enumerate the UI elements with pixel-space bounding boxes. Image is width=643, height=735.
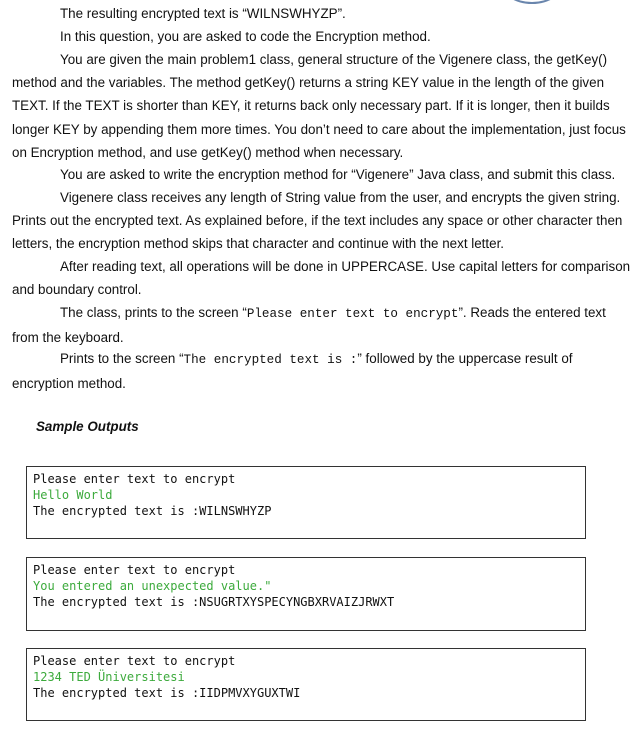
sample-output-box-1 bbox=[26, 466, 586, 539]
paragraph-uppercase: After reading text, all operations will be done in UPPERCASE. Use capital letters for comparison and boundary control. bbox=[12, 259, 631, 298]
sample-input: You entered an unexpected value." bbox=[33, 578, 272, 593]
paragraph-question: In this question, you are asked to code the Encryption method. bbox=[60, 29, 431, 44]
sample-output-box-3 bbox=[26, 648, 586, 721]
paragraph-output-before: Prints to the screen “ bbox=[60, 351, 184, 366]
sample-prompt: Please enter text to encrypt bbox=[33, 654, 236, 668]
paragraph-prompt-code: Please enter text to encrypt bbox=[246, 307, 459, 321]
paragraph-vigenere: Vigenere class receives any length of String value from the user, and encrypts the given string. Prints out the encrypted text. As explained before, if the text includes any space or other character then letters, the encryption method skips that character and continue with the next letter. bbox=[12, 190, 623, 252]
paragraph-given: You are given the main problem1 class, general structure of the Vigenere class, the getKey() method and the variables. The method getKey() returns a string KEY value in the length of the given TEXT. If the TEXT is shorter than KEY, it returns back only necessary part. If it is longer, then it builds longer KEY by appending them more times. You don’t need to care about the implementation, just focus on Encryption method, and use getKey() method when necessary. bbox=[12, 52, 626, 160]
paragraph-result: The resulting encrypted text is “WILNSWHYZP”. bbox=[60, 6, 346, 21]
paragraph-prompt-after: ”. Reads the entered text from the keyboard. bbox=[12, 305, 606, 346]
paragraph-output-code: The encrypted text is : bbox=[183, 353, 358, 367]
sample-output-box-2 bbox=[26, 557, 586, 631]
sample-outputs-heading: Sample Outputs bbox=[36, 419, 139, 434]
sample-result: The encrypted text is :WILNSWHYZP bbox=[33, 503, 272, 518]
paragraph-prompt bbox=[12, 301, 636, 349]
sample-prompt: Please enter text to encrypt bbox=[33, 472, 236, 486]
paragraph-output-after: ” followed by the uppercase result of encryption method. bbox=[12, 351, 573, 392]
sample-result: The encrypted text is :IIDPMVXYGUXTWI bbox=[33, 685, 301, 700]
paragraph-output bbox=[12, 347, 636, 395]
sample-result: The encrypted text is :NSUGRTXYSPECYNGBXRVAIZJRWXT bbox=[33, 594, 395, 609]
paragraph-prompt-before: The class, prints to the screen “ bbox=[60, 305, 247, 320]
sample-input: 1234 TED Üniversitesi bbox=[33, 669, 185, 684]
sample-prompt: Please enter text to encrypt bbox=[33, 563, 236, 577]
paragraph-task: You are asked to write the encryption method for “Vigenere” Java class, and submit this class. bbox=[60, 167, 616, 182]
sample-input: Hello World bbox=[33, 487, 113, 502]
